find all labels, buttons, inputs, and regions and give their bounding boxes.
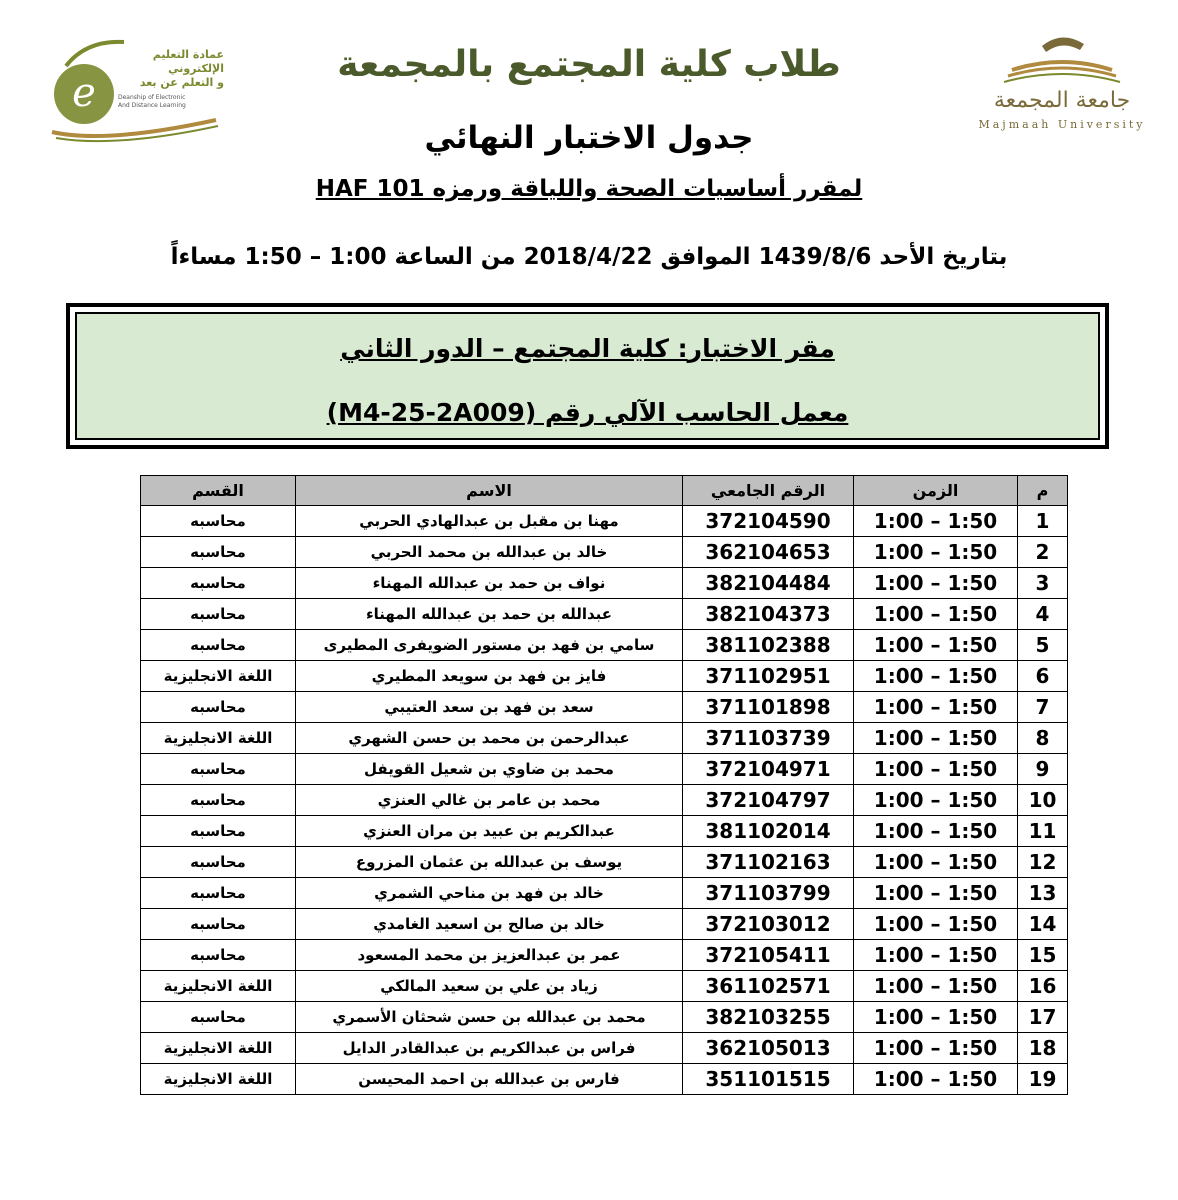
row-time: 1:00 – 1:50 [854, 785, 1018, 816]
row-student-name: عبدالله بن حمد بن عبدالله المهناء [296, 599, 683, 630]
row-student-name: فايز بن فهد بن سويعد المطيري [296, 661, 683, 692]
row-time: 1:00 – 1:50 [854, 816, 1018, 847]
row-student-name: محمد بن ضاوي بن شعيل القويفل [296, 754, 683, 785]
row-time: 1:00 – 1:50 [854, 506, 1018, 537]
row-time: 1:00 – 1:50 [854, 537, 1018, 568]
row-department: محاسبه [141, 599, 296, 630]
row-student-id: 371103739 [683, 723, 854, 754]
table-header-row [141, 476, 1068, 506]
table-row [141, 1002, 1068, 1033]
row-department: محاسبه [141, 909, 296, 940]
deanship-en-line2: And Distance Learning [118, 102, 186, 109]
exam-lab-text: معمل الحاسب الآلي رقم (M4-25-2A009) [326, 398, 849, 427]
row-time: 1:00 – 1:50 [854, 1064, 1018, 1095]
row-student-name: خالد بن عبدالله بن محمد الحربي [296, 537, 683, 568]
header-name: الاسم [296, 476, 683, 506]
row-number: 10 [1018, 785, 1068, 816]
row-number: 6 [1018, 661, 1068, 692]
row-student-id: 381102014 [683, 816, 854, 847]
row-department: محاسبه [141, 847, 296, 878]
exam-location-line [77, 334, 1098, 363]
row-department: محاسبه [141, 816, 296, 847]
table-body [141, 506, 1068, 1095]
deanship-name-line2: الإلكتروني [168, 62, 224, 75]
table-row [141, 1033, 1068, 1064]
table-row [141, 785, 1068, 816]
row-department: اللغة الانجليزية [141, 661, 296, 692]
row-number: 3 [1018, 568, 1068, 599]
table-row [141, 909, 1068, 940]
row-department: محاسبه [141, 506, 296, 537]
row-department: اللغة الانجليزية [141, 1033, 296, 1064]
row-number: 12 [1018, 847, 1068, 878]
row-department: اللغة الانجليزية [141, 723, 296, 754]
row-time: 1:00 – 1:50 [854, 847, 1018, 878]
exam-location-label: مقر الاختبار [687, 334, 835, 363]
table-row [141, 878, 1068, 909]
row-student-id: 371102951 [683, 661, 854, 692]
row-student-id: 382103255 [683, 1002, 854, 1033]
row-department: اللغة الانجليزية [141, 971, 296, 1002]
university-name-ar: جامعة المجمعة [993, 88, 1131, 113]
row-department: اللغة الانجليزية [141, 1064, 296, 1095]
row-number: 16 [1018, 971, 1068, 1002]
row-student-id: 371102163 [683, 847, 854, 878]
row-number: 1 [1018, 506, 1068, 537]
deanship-name-line3: و التعلم عن بعد [139, 76, 224, 89]
row-department: محاسبه [141, 568, 296, 599]
row-number: 14 [1018, 909, 1068, 940]
row-time: 1:00 – 1:50 [854, 599, 1018, 630]
row-number: 18 [1018, 1033, 1068, 1064]
row-time: 1:00 – 1:50 [854, 971, 1018, 1002]
header-time: الزمن [854, 476, 1018, 506]
row-student-name: سعد بن فهد بن سعد العتيبي [296, 692, 683, 723]
header-m: م [1018, 476, 1068, 506]
table-row [141, 630, 1068, 661]
row-time: 1:00 – 1:50 [854, 661, 1018, 692]
row-student-id: 372103012 [683, 909, 854, 940]
row-student-id: 381102388 [683, 630, 854, 661]
row-number: 7 [1018, 692, 1068, 723]
row-time: 1:00 – 1:50 [854, 568, 1018, 599]
row-student-id: 382104373 [683, 599, 854, 630]
row-student-name: يوسف بن عبدالله بن عثمان المزروع [296, 847, 683, 878]
schedule-title: جدول الاختبار النهائي [424, 120, 754, 156]
university-name-en: Majmaah University [978, 118, 1146, 131]
exam-location-box [66, 303, 1109, 449]
row-student-name: عبدالكريم بن عبيد بن مران العنزي [296, 816, 683, 847]
course-name: لمقرر أساسيات الصحة واللياقة ورمزه HAF 101 [315, 176, 863, 202]
exam-lab-line [77, 398, 1098, 427]
row-student-id: 362105013 [683, 1033, 854, 1064]
row-number: 9 [1018, 754, 1068, 785]
row-number: 11 [1018, 816, 1068, 847]
row-department: محاسبه [141, 630, 296, 661]
row-department: محاسبه [141, 785, 296, 816]
row-department: محاسبه [141, 1002, 296, 1033]
row-time: 1:00 – 1:50 [854, 1002, 1018, 1033]
exam-location-box-inner [75, 312, 1100, 440]
row-student-id: 361102571 [683, 971, 854, 1002]
row-student-id: 372104797 [683, 785, 854, 816]
row-time: 1:00 – 1:50 [854, 909, 1018, 940]
row-time: 1:00 – 1:50 [854, 878, 1018, 909]
row-number: 17 [1018, 1002, 1068, 1033]
table-row [141, 568, 1068, 599]
course-line [0, 176, 1178, 202]
row-student-name: خالد بن فهد بن مناحي الشمري [296, 878, 683, 909]
row-number: 19 [1018, 1064, 1068, 1095]
table-row [141, 661, 1068, 692]
header-student-id: الرقم الجامعي [683, 476, 854, 506]
row-number: 4 [1018, 599, 1068, 630]
exam-schedule-table [140, 475, 1068, 1095]
row-student-name: مهنا بن مقبل بن عبدالهادي الحربي [296, 506, 683, 537]
row-student-id: 362104653 [683, 537, 854, 568]
row-student-id: 371103799 [683, 878, 854, 909]
deanship-name-line1: عمادة التعليم [152, 48, 224, 61]
row-student-name: عمر بن عبدالعزيز بن محمد المسعود [296, 940, 683, 971]
row-department: محاسبه [141, 940, 296, 971]
row-time: 1:00 – 1:50 [854, 940, 1018, 971]
table-row [141, 537, 1068, 568]
row-time: 1:00 – 1:50 [854, 692, 1018, 723]
row-student-id: 351101515 [683, 1064, 854, 1095]
row-student-id: 371101898 [683, 692, 854, 723]
deanship-en-line1: Deanship of Electronic [118, 94, 186, 101]
table-row [141, 816, 1068, 847]
row-student-name: فارس بن عبدالله بن احمد المحيسن [296, 1064, 683, 1095]
row-student-name: محمد بن عبدالله بن حسن شحثان الأسمري [296, 1002, 683, 1033]
svg-text:e: e [72, 70, 96, 116]
row-time: 1:00 – 1:50 [854, 723, 1018, 754]
row-department: محاسبه [141, 878, 296, 909]
row-number: 13 [1018, 878, 1068, 909]
row-number: 8 [1018, 723, 1068, 754]
row-student-name: نواف بن حمد بن عبدالله المهناء [296, 568, 683, 599]
row-number: 2 [1018, 537, 1068, 568]
row-student-id: 372104971 [683, 754, 854, 785]
row-department: محاسبه [141, 692, 296, 723]
table-row [141, 599, 1068, 630]
row-student-id: 382104484 [683, 568, 854, 599]
table-row [141, 754, 1068, 785]
table-row [141, 847, 1068, 878]
row-student-name: فراس بن عبدالكريم بن عبدالقادر الدايل [296, 1033, 683, 1064]
table-row [141, 506, 1068, 537]
table-row [141, 940, 1068, 971]
header-department: القسم [141, 476, 296, 506]
exam-date-line: بتاريخ الأحد 1439/8/6 الموافق 2018/4/22 من الساعة 1:00 – 1:50 مساءاً [170, 244, 1008, 270]
row-student-name: خالد بن صالح بن اسعيد الغامدي [296, 909, 683, 940]
row-department: محاسبه [141, 537, 296, 568]
row-number: 15 [1018, 940, 1068, 971]
table-row [141, 723, 1068, 754]
row-student-id: 372104590 [683, 506, 854, 537]
row-student-name: سامي بن فهد بن مستور الضويفرى المطيرى [296, 630, 683, 661]
row-student-id: 372105411 [683, 940, 854, 971]
row-time: 1:00 – 1:50 [854, 754, 1018, 785]
row-student-name: محمد بن عامر بن غالي العنزي [296, 785, 683, 816]
row-number: 5 [1018, 630, 1068, 661]
row-student-name: زياد بن علي بن سعيد المالكي [296, 971, 683, 1002]
row-student-name: عبدالرحمن بن محمد بن حسن الشهري [296, 723, 683, 754]
table-row [141, 1064, 1068, 1095]
table-row [141, 692, 1068, 723]
row-department: محاسبه [141, 754, 296, 785]
table-row [141, 971, 1068, 1002]
row-time: 1:00 – 1:50 [854, 1033, 1018, 1064]
page-title: طلاب كلية المجتمع بالمجمعة [337, 44, 841, 85]
row-time: 1:00 – 1:50 [854, 630, 1018, 661]
exam-location-value: : كلية المجتمع – الدور الثاني [340, 334, 688, 363]
